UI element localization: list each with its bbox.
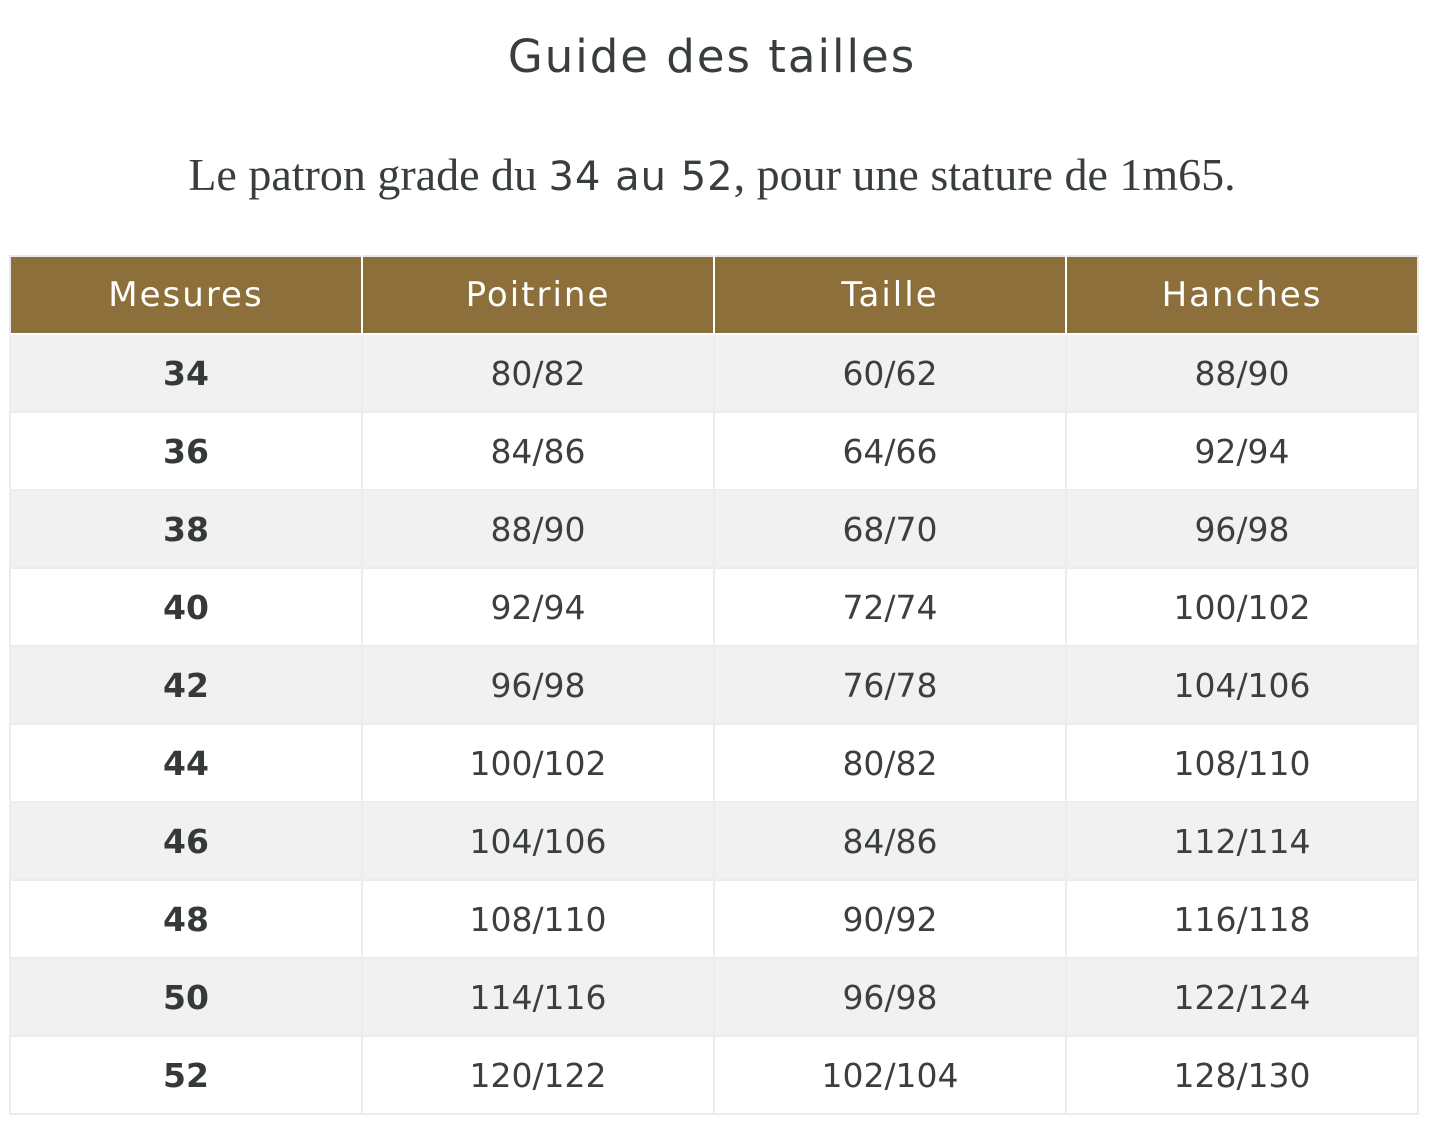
column-header-hanches: Hanches <box>1066 256 1418 334</box>
table-row <box>10 334 1418 412</box>
table-row <box>10 646 1418 724</box>
size-cell: 40 <box>10 568 362 646</box>
hips-cell: 108/110 <box>1066 724 1418 802</box>
hips-cell: 100/102 <box>1066 568 1418 646</box>
chest-cell: 100/102 <box>362 724 714 802</box>
waist-cell: 90/92 <box>714 880 1066 958</box>
size-range-description <box>0 148 1424 201</box>
size-chart-table <box>9 255 1419 1115</box>
chest-cell: 108/110 <box>362 880 714 958</box>
waist-cell: 84/86 <box>714 802 1066 880</box>
chest-cell: 92/94 <box>362 568 714 646</box>
hips-cell: 88/90 <box>1066 334 1418 412</box>
waist-cell: 80/82 <box>714 724 1066 802</box>
column-header-poitrine: Poitrine <box>362 256 714 334</box>
size-cell: 50 <box>10 958 362 1036</box>
hips-cell: 112/114 <box>1066 802 1418 880</box>
size-cell: 36 <box>10 412 362 490</box>
table-row <box>10 958 1418 1036</box>
column-header-mesures: Mesures <box>10 256 362 334</box>
size-cell: 42 <box>10 646 362 724</box>
hips-cell: 92/94 <box>1066 412 1418 490</box>
waist-cell: 76/78 <box>714 646 1066 724</box>
table-row <box>10 490 1418 568</box>
chest-cell: 88/90 <box>362 490 714 568</box>
chest-cell: 114/116 <box>362 958 714 1036</box>
waist-cell: 72/74 <box>714 568 1066 646</box>
size-cell: 34 <box>10 334 362 412</box>
size-cell: 48 <box>10 880 362 958</box>
table-row <box>10 1036 1418 1114</box>
table-body <box>10 334 1418 1114</box>
table-row <box>10 802 1418 880</box>
hips-cell: 122/124 <box>1066 958 1418 1036</box>
table-row <box>10 880 1418 958</box>
hips-cell: 116/118 <box>1066 880 1418 958</box>
chest-cell: 104/106 <box>362 802 714 880</box>
waist-cell: 96/98 <box>714 958 1066 1036</box>
size-cell: 46 <box>10 802 362 880</box>
chest-cell: 84/86 <box>362 412 714 490</box>
chest-cell: 120/122 <box>362 1036 714 1114</box>
table-row <box>10 412 1418 490</box>
size-cell: 44 <box>10 724 362 802</box>
hips-cell: 96/98 <box>1066 490 1418 568</box>
waist-cell: 60/62 <box>714 334 1066 412</box>
hips-cell: 104/106 <box>1066 646 1418 724</box>
chest-cell: 80/82 <box>362 334 714 412</box>
subtitle-suffix: , pour une stature de 1m65. <box>733 149 1236 200</box>
table-row <box>10 568 1418 646</box>
column-header-taille: Taille <box>714 256 1066 334</box>
table-row <box>10 724 1418 802</box>
size-cell: 52 <box>10 1036 362 1114</box>
size-cell: 38 <box>10 490 362 568</box>
waist-cell: 102/104 <box>714 1036 1066 1114</box>
chest-cell: 96/98 <box>362 646 714 724</box>
page-title: Guide des tailles <box>507 30 917 83</box>
subtitle-prefix: Le patron grade du <box>188 149 549 200</box>
hips-cell: 128/130 <box>1066 1036 1418 1114</box>
subtitle-size-range: 34 au 52 <box>548 154 734 200</box>
waist-cell: 64/66 <box>714 412 1066 490</box>
waist-cell: 68/70 <box>714 490 1066 568</box>
table-header-row <box>10 256 1418 334</box>
